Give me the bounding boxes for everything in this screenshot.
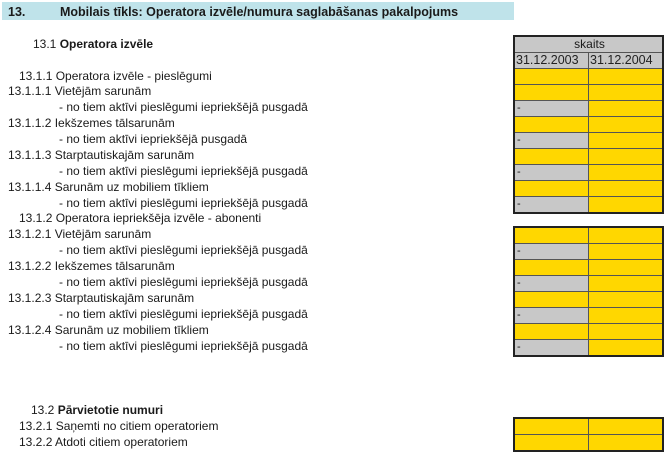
- table-row: [515, 116, 662, 132]
- disabled-cell: -: [515, 276, 588, 291]
- row-label: 13.1.2.1 Vietējām sarunām: [8, 227, 152, 241]
- row-label: 13.2.2 Atdoti citiem operatoriem: [19, 435, 188, 449]
- input-cell[interactable]: [588, 340, 662, 355]
- input-cell[interactable]: [515, 435, 588, 450]
- table-row: [515, 164, 662, 180]
- row-label: - no tiem aktīvi pieslēgumi iepriekšējā pusgadā: [59, 275, 308, 289]
- input-cell[interactable]: [515, 324, 588, 339]
- subsection-number: 13.1: [33, 37, 57, 51]
- input-cell[interactable]: [515, 69, 588, 84]
- row-label: - no tiem aktīvi pieslēgumi iepriekšējā pusgadā: [59, 307, 308, 321]
- row-label: 13.1.1.2 Iekšzemes tālsarunām: [8, 116, 175, 130]
- input-cell[interactable]: [588, 149, 662, 164]
- table-row: [515, 84, 662, 100]
- input-cell[interactable]: [588, 324, 662, 339]
- disabled-cell: -: [515, 308, 588, 323]
- column-header-2004: 31.12.2004: [588, 53, 662, 68]
- disabled-cell: -: [515, 101, 588, 116]
- table-row: [515, 148, 662, 164]
- table-header-row: [515, 52, 662, 68]
- input-cell[interactable]: [588, 117, 662, 132]
- table-row: [515, 68, 662, 84]
- input-cell[interactable]: [588, 165, 662, 180]
- table-row: [515, 307, 662, 323]
- row-label: 13.1.1.1 Vietējām sarunām: [8, 84, 152, 98]
- row-label: - no tiem aktīvi pieslēgumi iepriekšējā pusgadā: [59, 243, 308, 257]
- input-cell[interactable]: [515, 292, 588, 307]
- row-label: - no tiem aktīvi pieslēgumi iepriekšējā pusgadā: [59, 100, 308, 114]
- input-cell[interactable]: [588, 260, 662, 275]
- row-label: 13.1.2 Operatora iepriekšēja izvēle - abonenti: [19, 211, 262, 225]
- subsection-title: Pārvietotie numuri: [57, 403, 164, 417]
- table-row: [515, 196, 662, 212]
- input-cell[interactable]: [588, 419, 662, 434]
- row-label: - no tiem aktīvi pieslēgumi iepriekšējā pusgadā: [59, 164, 308, 178]
- data-table-13-2: [513, 417, 664, 452]
- input-cell[interactable]: [588, 133, 662, 148]
- input-cell[interactable]: [588, 181, 662, 196]
- input-cell[interactable]: [515, 260, 588, 275]
- row-label: 13.1.1.3 Starptautiskajām sarunām: [8, 148, 195, 162]
- input-cell[interactable]: [588, 69, 662, 84]
- table-row: [515, 291, 662, 307]
- row-label: 13.1.1.4 Sarunām uz mobiliem tīkliem: [8, 180, 209, 194]
- input-cell[interactable]: [515, 117, 588, 132]
- row-label: 13.1.2.4 Sarunām uz mobiliem tīkliem: [8, 323, 209, 337]
- input-cell[interactable]: [515, 149, 588, 164]
- table-row: [515, 243, 662, 259]
- subsection-title: Operatora izvēle: [59, 37, 154, 51]
- disabled-cell: -: [515, 165, 588, 180]
- disabled-cell: -: [515, 133, 588, 148]
- input-cell[interactable]: [588, 244, 662, 259]
- column-header-2003: 31.12.2003: [515, 53, 588, 68]
- section-title: Mobilais tīkls: Operatora izvēle/numura saglabāšanas pakalpojums: [60, 5, 459, 19]
- row-label: 13.1.1 Operatora izvēle - pieslēgumi: [19, 69, 212, 83]
- input-cell[interactable]: [588, 292, 662, 307]
- table-row: [515, 180, 662, 196]
- row-label: 13.1.2.2 Iekšzemes tālsarunām: [8, 259, 175, 273]
- disabled-cell: -: [515, 244, 588, 259]
- input-cell[interactable]: [588, 101, 662, 116]
- table-row: [515, 132, 662, 148]
- table-row: [515, 323, 662, 339]
- subsection-13-1: [33, 37, 153, 51]
- table-row: [515, 419, 662, 434]
- input-cell[interactable]: [588, 197, 662, 212]
- table-row: [515, 434, 662, 450]
- row-label: 13.2.1 Saņemti no citiem operatoriem: [19, 419, 219, 433]
- input-cell[interactable]: [588, 435, 662, 450]
- input-cell[interactable]: [515, 228, 588, 243]
- column-group-header: skaits: [515, 37, 662, 52]
- table-header-row: [515, 37, 662, 52]
- row-label: - no tiem aktīvi pieslēgumi iepriekšējā pusgadā: [59, 339, 308, 353]
- input-cell[interactable]: [588, 85, 662, 100]
- data-table-13-1-2: [513, 226, 664, 357]
- input-cell[interactable]: [588, 228, 662, 243]
- table-row: [515, 259, 662, 275]
- input-cell[interactable]: [588, 276, 662, 291]
- row-label: - no tiem aktīvi pieslēgumi iepriekšējā pusgadā: [59, 196, 308, 210]
- table-row: [515, 339, 662, 355]
- input-cell[interactable]: [515, 419, 588, 434]
- subsection-13-2: [31, 403, 163, 417]
- subsection-number: 13.2: [31, 403, 55, 417]
- row-label: - no tiem aktīvi iepriekšējā pusgadā: [59, 132, 248, 146]
- table-row: [515, 100, 662, 116]
- input-cell[interactable]: [515, 181, 588, 196]
- disabled-cell: -: [515, 340, 588, 355]
- input-cell[interactable]: [515, 85, 588, 100]
- input-cell[interactable]: [588, 308, 662, 323]
- data-table-13-1-1: [513, 35, 664, 214]
- section-number: 13.: [8, 5, 26, 19]
- row-label: 13.1.2.3 Starptautiskajām sarunām: [8, 291, 195, 305]
- table-row: [515, 275, 662, 291]
- table-row: [515, 228, 662, 243]
- section-title-bar: [2, 2, 514, 20]
- disabled-cell: -: [515, 197, 588, 212]
